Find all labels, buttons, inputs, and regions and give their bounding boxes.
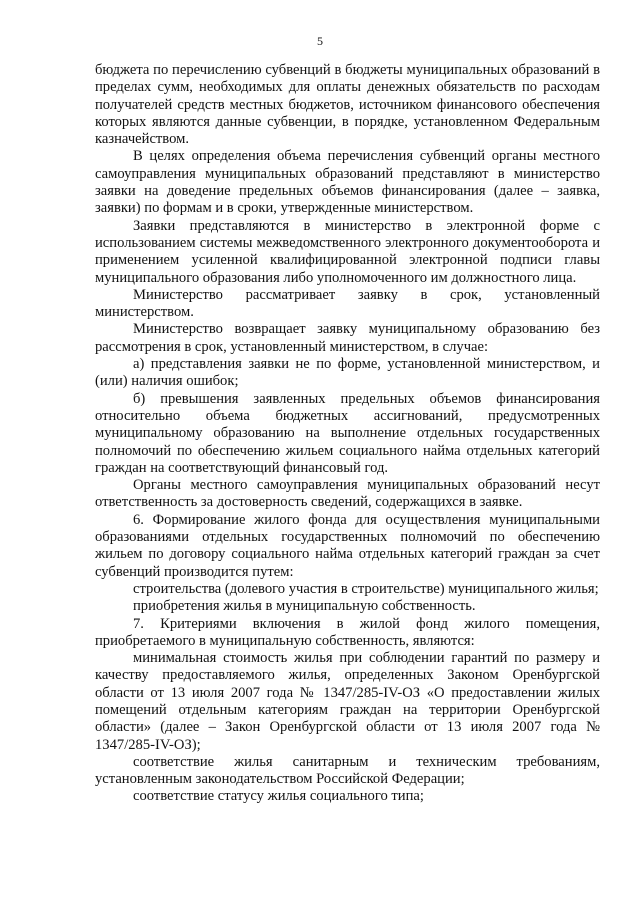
paragraph: В целях определения объема перечисления субвенций органы местного самоуправления муниципальных образований представляют в министерство заявки на доведение предельных объемов финансирования (далее – заявка, заявки) по формам и в сроки, утвержденные министерством. bbox=[95, 148, 600, 217]
page-number: 5 bbox=[317, 34, 323, 48]
paragraph: бюджета по перечислению субвенций в бюджеты муниципальных образований в пределах сумм, необходимых для оплаты денежных обязательств по расходам получателей средств местных бюджетов, источником финансового обеспечения которых являются данные субвенции, в порядке, установленном Федеральным казначейством. bbox=[95, 62, 600, 148]
list-item: минимальная стоимость жилья при соблюдении гарантий по размеру и качеству предоставляемого жилья, определенных Законом Оренбургской области от 13 июля 2007 года № 1347/285-IV-ОЗ «О предоставлении жилых помещений отдельным категориям граждан на территории Оренбургской области» (далее – Закон Оренбургской области от 13 июля 2007 года № 1347/285-IV-ОЗ); bbox=[95, 650, 600, 753]
list-item: б) превышения заявленных предельных объемов финансирования относительно объема бюджетных ассигнований, предусмотренных муниципальному образованию на выполнение отдельных государственных полномочий по обеспечению жильем социального найма отдельных категорий граждан на соответствующий финансовый год. bbox=[95, 390, 600, 476]
list-item: приобретения жилья в муниципальную собственность. bbox=[133, 598, 476, 615]
paragraph: Министерство возвращает заявку муниципальному образованию без рассмотрения в срок, установленный министерством, в случае: bbox=[95, 321, 600, 355]
list-item: соответствие жилья санитарным и техническим требованиям, установленным законодательством Российской Федерации; bbox=[95, 753, 600, 788]
paragraph: Заявки представляются в министерство в электронной форме с использованием системы межведомственного электронного документооборота и применением усиленной квалифицированной электронной подписи главы муниципального образования либо уполномоченного им должностного лица. bbox=[95, 217, 600, 286]
paragraph: Органы местного самоуправления муниципальных образований несут ответственность за достоверность сведений, содержащихся в заявке. bbox=[95, 477, 600, 511]
document-body bbox=[95, 62, 600, 806]
section-paragraph: 6. Формирование жилого фонда для осуществления муниципальными образованиями отдельных государственных полномочий по обеспечению жильем по договору социального найма отдельных категорий граждан за счет субвенций производится путем: bbox=[95, 511, 600, 580]
paragraph: Министерство рассматривает заявку в срок, установленный министерством. bbox=[95, 286, 600, 321]
list-item: а) представления заявки не по форме, установленной министерством, и (или) наличия ошибок; bbox=[95, 356, 600, 390]
list-item: строительства (долевого участия в строительстве) муниципального жилья; bbox=[133, 580, 599, 597]
section-paragraph: 7. Критериями включения в жилой фонд жилого помещения, приобретаемого в муниципальную собственность, являются: bbox=[95, 615, 600, 649]
list-item: соответствие статусу жилья социального типа; bbox=[133, 788, 424, 805]
